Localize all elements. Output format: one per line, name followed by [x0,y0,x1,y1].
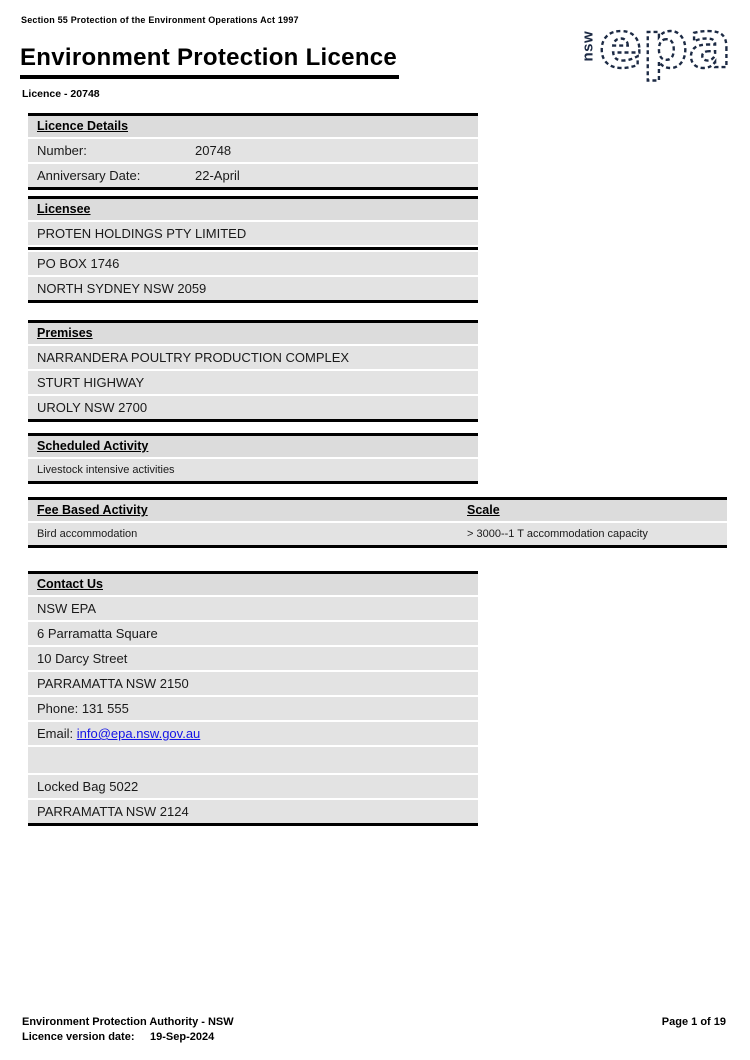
field-label: Anniversary Date: [37,168,141,183]
fee-activity-cell: Bird accommodation [37,528,138,540]
premises-table [28,320,478,422]
licensee-table [28,196,478,303]
logo-epa-icon [598,12,734,90]
footer-authority: Environment Protection Authority - NSW [22,1016,234,1028]
licensee-name-row: PROTEN HOLDINGS PTY LIMITED [28,222,478,245]
section-heading-licence-details: Licence Details [28,116,478,137]
table-row: 6 Parramatta Square [28,622,478,645]
field-value: 22-April [195,168,240,183]
table-row: NSW EPA [28,597,478,620]
table-row: STURT HIGHWAY [28,371,478,394]
table-row: NARRANDERA POULTRY PRODUCTION COMPLEX [28,346,478,369]
section-heading-scheduled-activity: Scheduled Activity [28,436,478,457]
table-row: Locked Bag 5022 [28,775,478,798]
section-heading-licensee: Licensee [28,199,478,220]
table-divider [28,247,478,250]
section-heading-contact-us: Contact Us [28,574,478,595]
table-row [28,523,727,545]
logo-nsw-text: nsw [579,30,597,61]
footer-page-indicator: Page 1 of 19 [661,1016,726,1028]
fee-scale-cell: > 3000--1 T accommodation capacity [467,528,648,540]
licence-details-table [28,113,478,190]
fee-based-activity-table [28,497,727,548]
field-value: 20748 [195,143,232,158]
contact-us-table [28,571,478,826]
email-link[interactable]: info@epa.nsw.gov.au [76,726,201,741]
table-row: 10 Darcy Street [28,647,478,670]
phone-row: Phone: 131 555 [28,697,478,720]
fee-table-header-row [28,500,727,521]
page-footer [22,1016,726,1043]
table-row: PO BOX 1746 [28,252,478,275]
email-row [28,722,478,745]
scheduled-activity-table [28,433,478,484]
page-title: Environment Protection Licence [20,44,399,79]
svg-text:epa: epa [599,12,732,83]
table-row [28,164,478,187]
table-row: UROLY NSW 2700 [28,396,478,419]
section-heading-fee-based-activity: Fee Based Activity [37,503,148,517]
table-row: PARRAMATTA NSW 2150 [28,672,478,695]
licence-ref: Licence - 20748 [22,88,100,100]
footer-version-label: Licence version date: [22,1031,135,1043]
email-label: Email: [37,726,77,741]
nsw-epa-logo [578,12,734,90]
table-row: NORTH SYDNEY NSW 2059 [28,277,478,300]
footer-version-date: 19-Sep-2024 [150,1031,215,1043]
section-heading-premises: Premises [28,323,478,344]
table-row [28,139,478,162]
field-label: Number: [37,143,87,158]
column-heading-scale: Scale [467,503,500,517]
blank-row [28,747,478,773]
table-row: PARRAMATTA NSW 2124 [28,800,478,823]
table-row: Livestock intensive activities [28,459,478,481]
act-reference-line: Section 55 Protection of the Environment Operations Act 1997 [21,15,299,25]
